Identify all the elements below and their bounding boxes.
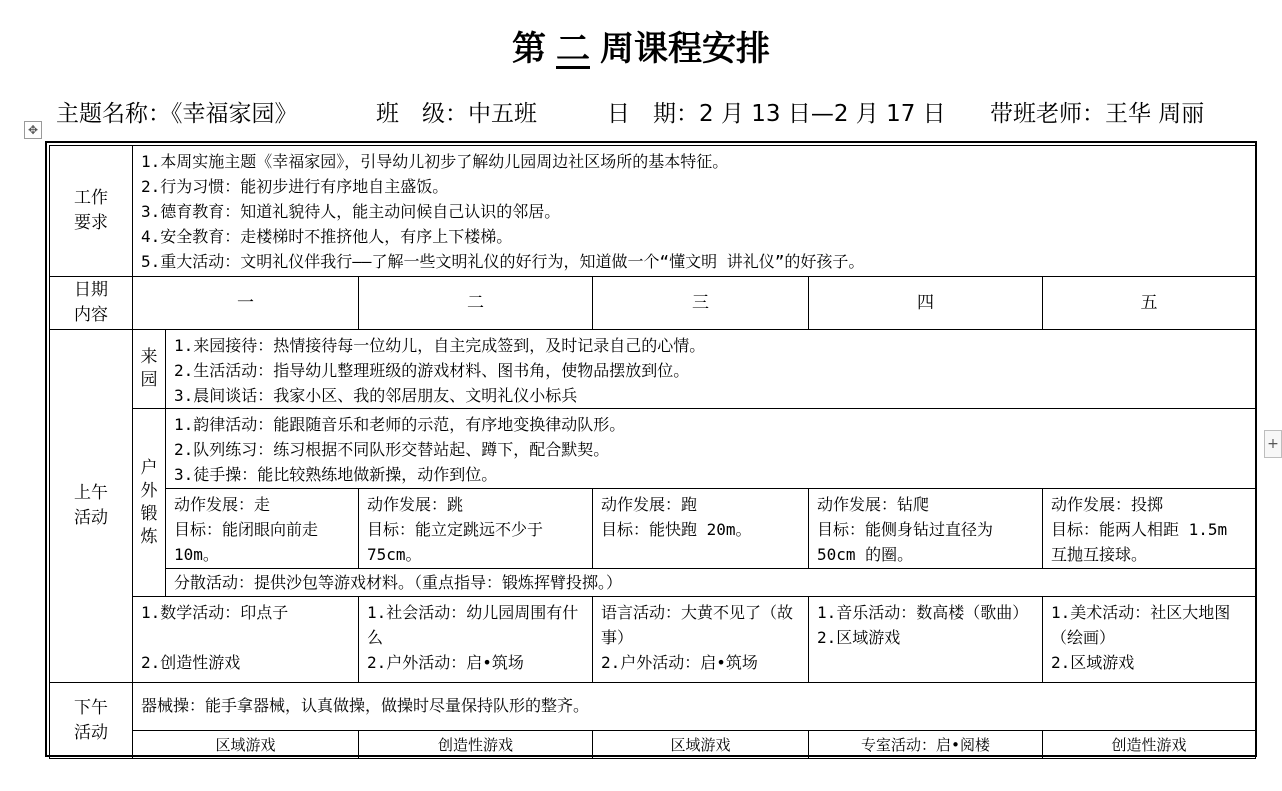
work-item: 1.本周实施主题《幸福家园》，引导幼儿初步了解幼儿园周边社区场所的基本特征。 <box>141 152 729 171</box>
day-3: 三 <box>593 277 809 330</box>
add-column-plus-icon[interactable]: + <box>1264 430 1282 458</box>
activity-day-2: 1.社会活动：幼儿园周围有什么 2.户外活动：启•筑场 <box>359 597 593 683</box>
motor-day-1: 动作发展：走 目标：能闭眼向前走 10m。 <box>166 489 359 569</box>
week-number: 二 <box>556 29 590 69</box>
motor-day-4: 动作发展：钻爬 目标：能侧身钻过直径为 50cm 的圈。 <box>809 489 1043 569</box>
days-row <box>50 277 1256 330</box>
outdoor-item: 2.队列练习：练习根据不同队形交替站起、蹲下，配合默契。 <box>174 440 610 459</box>
motor-day-5: 动作发展：投掷 目标：能两人相距 1.5m 互抛互接球。 <box>1043 489 1256 569</box>
table-move-handle-icon[interactable]: ✥ <box>24 121 42 139</box>
work-item: 5.重大活动：文明礼仪伴我行——了解一些文明礼仪的好行为，知道做一个“懂文明 讲礼仪”的好孩子。 <box>141 252 865 271</box>
page-title: 第 二 周课程安排 <box>0 24 1282 74</box>
work-item: 3.德育教育：知道礼貌待人，能主动问候自己认识的邻居。 <box>141 202 561 221</box>
day-2: 二 <box>359 277 593 330</box>
teachers: 带班老师：王华 周丽 <box>990 101 1205 127</box>
motor-day-2: 动作发展：跳 目标：能立定跳远不少于 75cm。 <box>359 489 593 569</box>
arrival-content <box>166 330 1256 409</box>
theme-name: 主题名称：《幸福家园》 <box>56 101 298 127</box>
scattered-row <box>50 569 1256 597</box>
work-item: 2.行为习惯：能初步进行有序地自主盛饭。 <box>141 177 449 196</box>
afternoon-game-day-5: 创造性游戏 <box>1043 731 1256 759</box>
afternoon-game-day-2: 创造性游戏 <box>359 731 593 759</box>
activities-row <box>50 597 1256 683</box>
morning-label: 上午 活动 <box>50 330 133 683</box>
outdoor-content <box>166 409 1256 489</box>
activity-day-1: 1.数学活动：印点子 2.创造性游戏 <box>133 597 359 683</box>
day-1: 一 <box>133 277 359 330</box>
afternoon-games-row <box>50 731 1256 759</box>
class-name: 班 级：中五班 <box>376 101 537 127</box>
work-item: 4.安全教育：走楼梯时不推挤他人，有序上下楼梯。 <box>141 227 513 246</box>
work-label: 工作 要求 <box>50 146 133 277</box>
afternoon-game-day-3: 区域游戏 <box>593 731 809 759</box>
outdoor-item: 3.徒手操：能比较熟练地做新操，动作到位。 <box>174 465 498 484</box>
outdoor-item: 1.韵律活动：能跟随音乐和老师的示范，有序地变换律动队形。 <box>174 415 626 434</box>
work-requirements-row <box>50 146 1256 277</box>
schedule-table <box>49 145 1256 759</box>
activity-day-4: 1.音乐活动：数高楼（歌曲） 2.区域游戏 <box>809 597 1043 683</box>
arrival-item: 2.生活活动：指导幼儿整理班级的游戏材料、图书角，使物品摆放到位。 <box>174 361 690 380</box>
arrival-label: 来 园 <box>133 330 166 409</box>
afternoon-label: 下午 活动 <box>50 683 133 759</box>
date-range: 日 期：2 月 13 日—2 月 17 日 <box>607 101 946 127</box>
day-5: 五 <box>1043 277 1256 330</box>
work-requirements <box>133 146 1256 277</box>
activity-day-3: 语言活动：大黄不见了（故事） 2.户外活动：启•筑场 <box>593 597 809 683</box>
activity-day-5: 1.美术活动：社区大地图（绘画） 2.区域游戏 <box>1043 597 1256 683</box>
arrival-item: 3.晨间谈话：我家小区、我的邻居朋友、文明礼仪小标兵 <box>174 386 578 405</box>
day-4: 四 <box>809 277 1043 330</box>
motor-day-3: 动作发展：跑 目标：能快跑 20m。 <box>593 489 809 569</box>
motor-development-row <box>50 489 1256 569</box>
arrival-item: 1.来园接待：热情接待每一位幼儿，自主完成签到，及时记录自己的心情。 <box>174 336 706 355</box>
arrival-row <box>50 330 1256 409</box>
afternoon-exercise: 器械操：能手拿器械，认真做操，做操时尽量保持队形的整齐。 <box>133 683 1256 731</box>
scattered-activity: 分散活动：提供沙包等游戏材料。（重点指导：锻炼挥臂投掷。） <box>166 569 1256 597</box>
afternoon-game-day-1: 区域游戏 <box>133 731 359 759</box>
outdoor-label: 户 外 锻 炼 <box>133 409 166 597</box>
afternoon-game-day-4: 专室活动：启•阅楼 <box>809 731 1043 759</box>
outdoor-row <box>50 409 1256 489</box>
days-label: 日期 内容 <box>50 277 133 330</box>
afternoon-exercise-row <box>50 683 1256 731</box>
